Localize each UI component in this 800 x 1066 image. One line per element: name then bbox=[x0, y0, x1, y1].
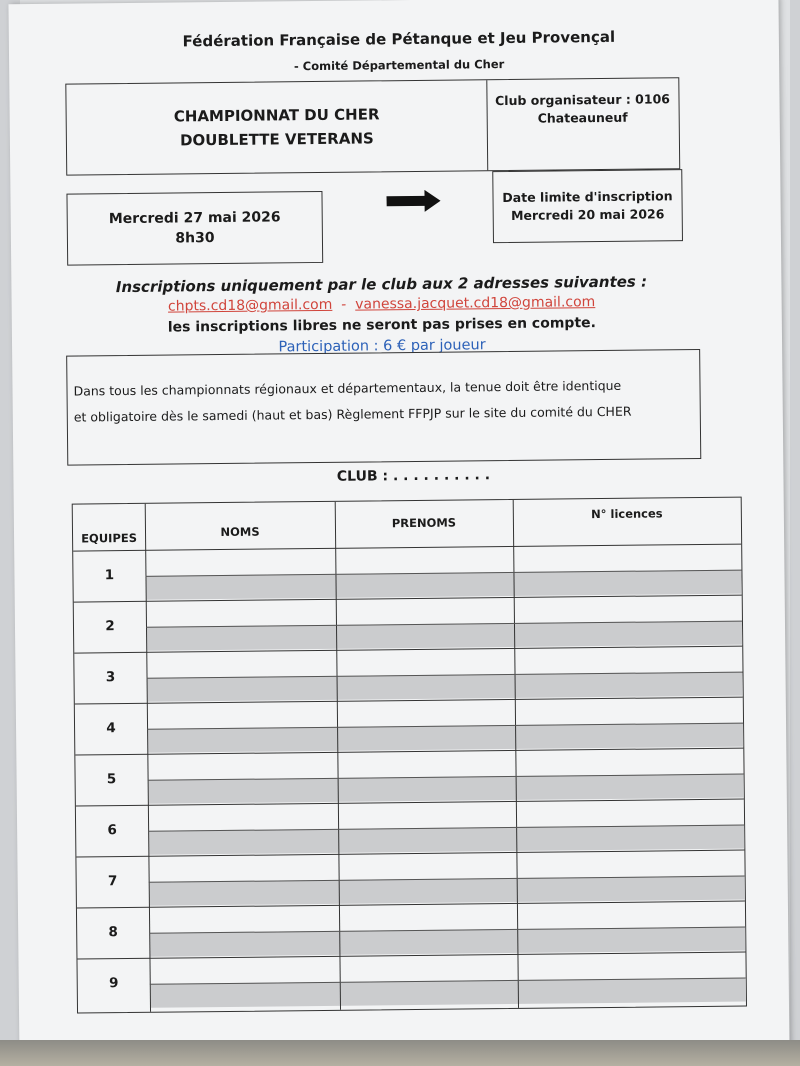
dress-code-box bbox=[66, 349, 701, 466]
team-number: 9 bbox=[108, 975, 119, 992]
deadline-date: Mercredi 20 mai 2026 bbox=[510, 206, 665, 223]
organizer-club bbox=[487, 90, 677, 128]
header-prenoms: PRENOMS bbox=[391, 515, 457, 531]
championship-box bbox=[65, 77, 680, 175]
team-number: 6 bbox=[107, 822, 117, 839]
team-number: 2 bbox=[105, 618, 115, 635]
header-noms: NOMS bbox=[220, 524, 260, 540]
event-date-box bbox=[66, 191, 323, 266]
deadline-box bbox=[492, 169, 683, 243]
free-entries-notice: les inscriptions libres ne seront pas prises en compte. bbox=[167, 315, 597, 336]
table-surface bbox=[0, 1040, 800, 1066]
championship-line1: CHAMPIONNAT DU CHER bbox=[173, 105, 380, 126]
deadline-label: Date limite d'inscription bbox=[502, 188, 673, 206]
event-time: 8h30 bbox=[175, 230, 215, 247]
participation-fee: Participation : 6 € par joueur bbox=[278, 337, 486, 356]
team-number: 4 bbox=[106, 720, 116, 737]
teams-table bbox=[72, 497, 747, 1014]
organizer-line1: Club organisateur : 0106 bbox=[494, 91, 671, 109]
registration-form-sheet bbox=[8, 0, 789, 1056]
team-number: 3 bbox=[105, 669, 116, 686]
team-number: 5 bbox=[106, 771, 117, 788]
email-link-1[interactable]: chpts.cd18@gmail.com bbox=[167, 296, 333, 315]
dress-code-line2: et obligatoire dès le samedi (haut et bas) Règlement FFPJP sur le site du comité du CHER bbox=[73, 403, 632, 425]
team-number: 7 bbox=[107, 873, 118, 890]
federation-title: Fédération Française de Pétanque et Jeu Provençal bbox=[182, 27, 616, 51]
championship-title bbox=[66, 80, 488, 174]
email-separator: - bbox=[332, 296, 356, 313]
team-number: 1 bbox=[104, 567, 115, 584]
club-field[interactable]: CLUB : . . . . . . . . . . bbox=[336, 467, 491, 485]
header-licences: N° licences bbox=[591, 506, 663, 522]
email-link-2[interactable]: vanessa.jacquet.cd18@gmail.com bbox=[355, 294, 596, 313]
organizer-line2: Chateauneuf bbox=[537, 109, 628, 126]
right-arrow-icon bbox=[386, 190, 440, 213]
event-date: Mercredi 27 mai 2026 bbox=[108, 209, 281, 228]
dress-code-text bbox=[73, 372, 694, 430]
dress-code-line1: Dans tous les championnats régionaux et départementaux, la tenue doit être identique bbox=[73, 377, 622, 399]
comite-subtitle: - Comité Départemental du Cher bbox=[293, 57, 505, 74]
email-addresses bbox=[72, 293, 692, 315]
championship-line2: DOUBLETTE VETERANS bbox=[179, 129, 374, 150]
header-equipes: EQUIPES bbox=[81, 530, 138, 546]
inscriptions-title: Inscriptions uniquement par le club aux 2 adresses suivantes : bbox=[115, 272, 648, 297]
team-number: 8 bbox=[108, 924, 118, 941]
